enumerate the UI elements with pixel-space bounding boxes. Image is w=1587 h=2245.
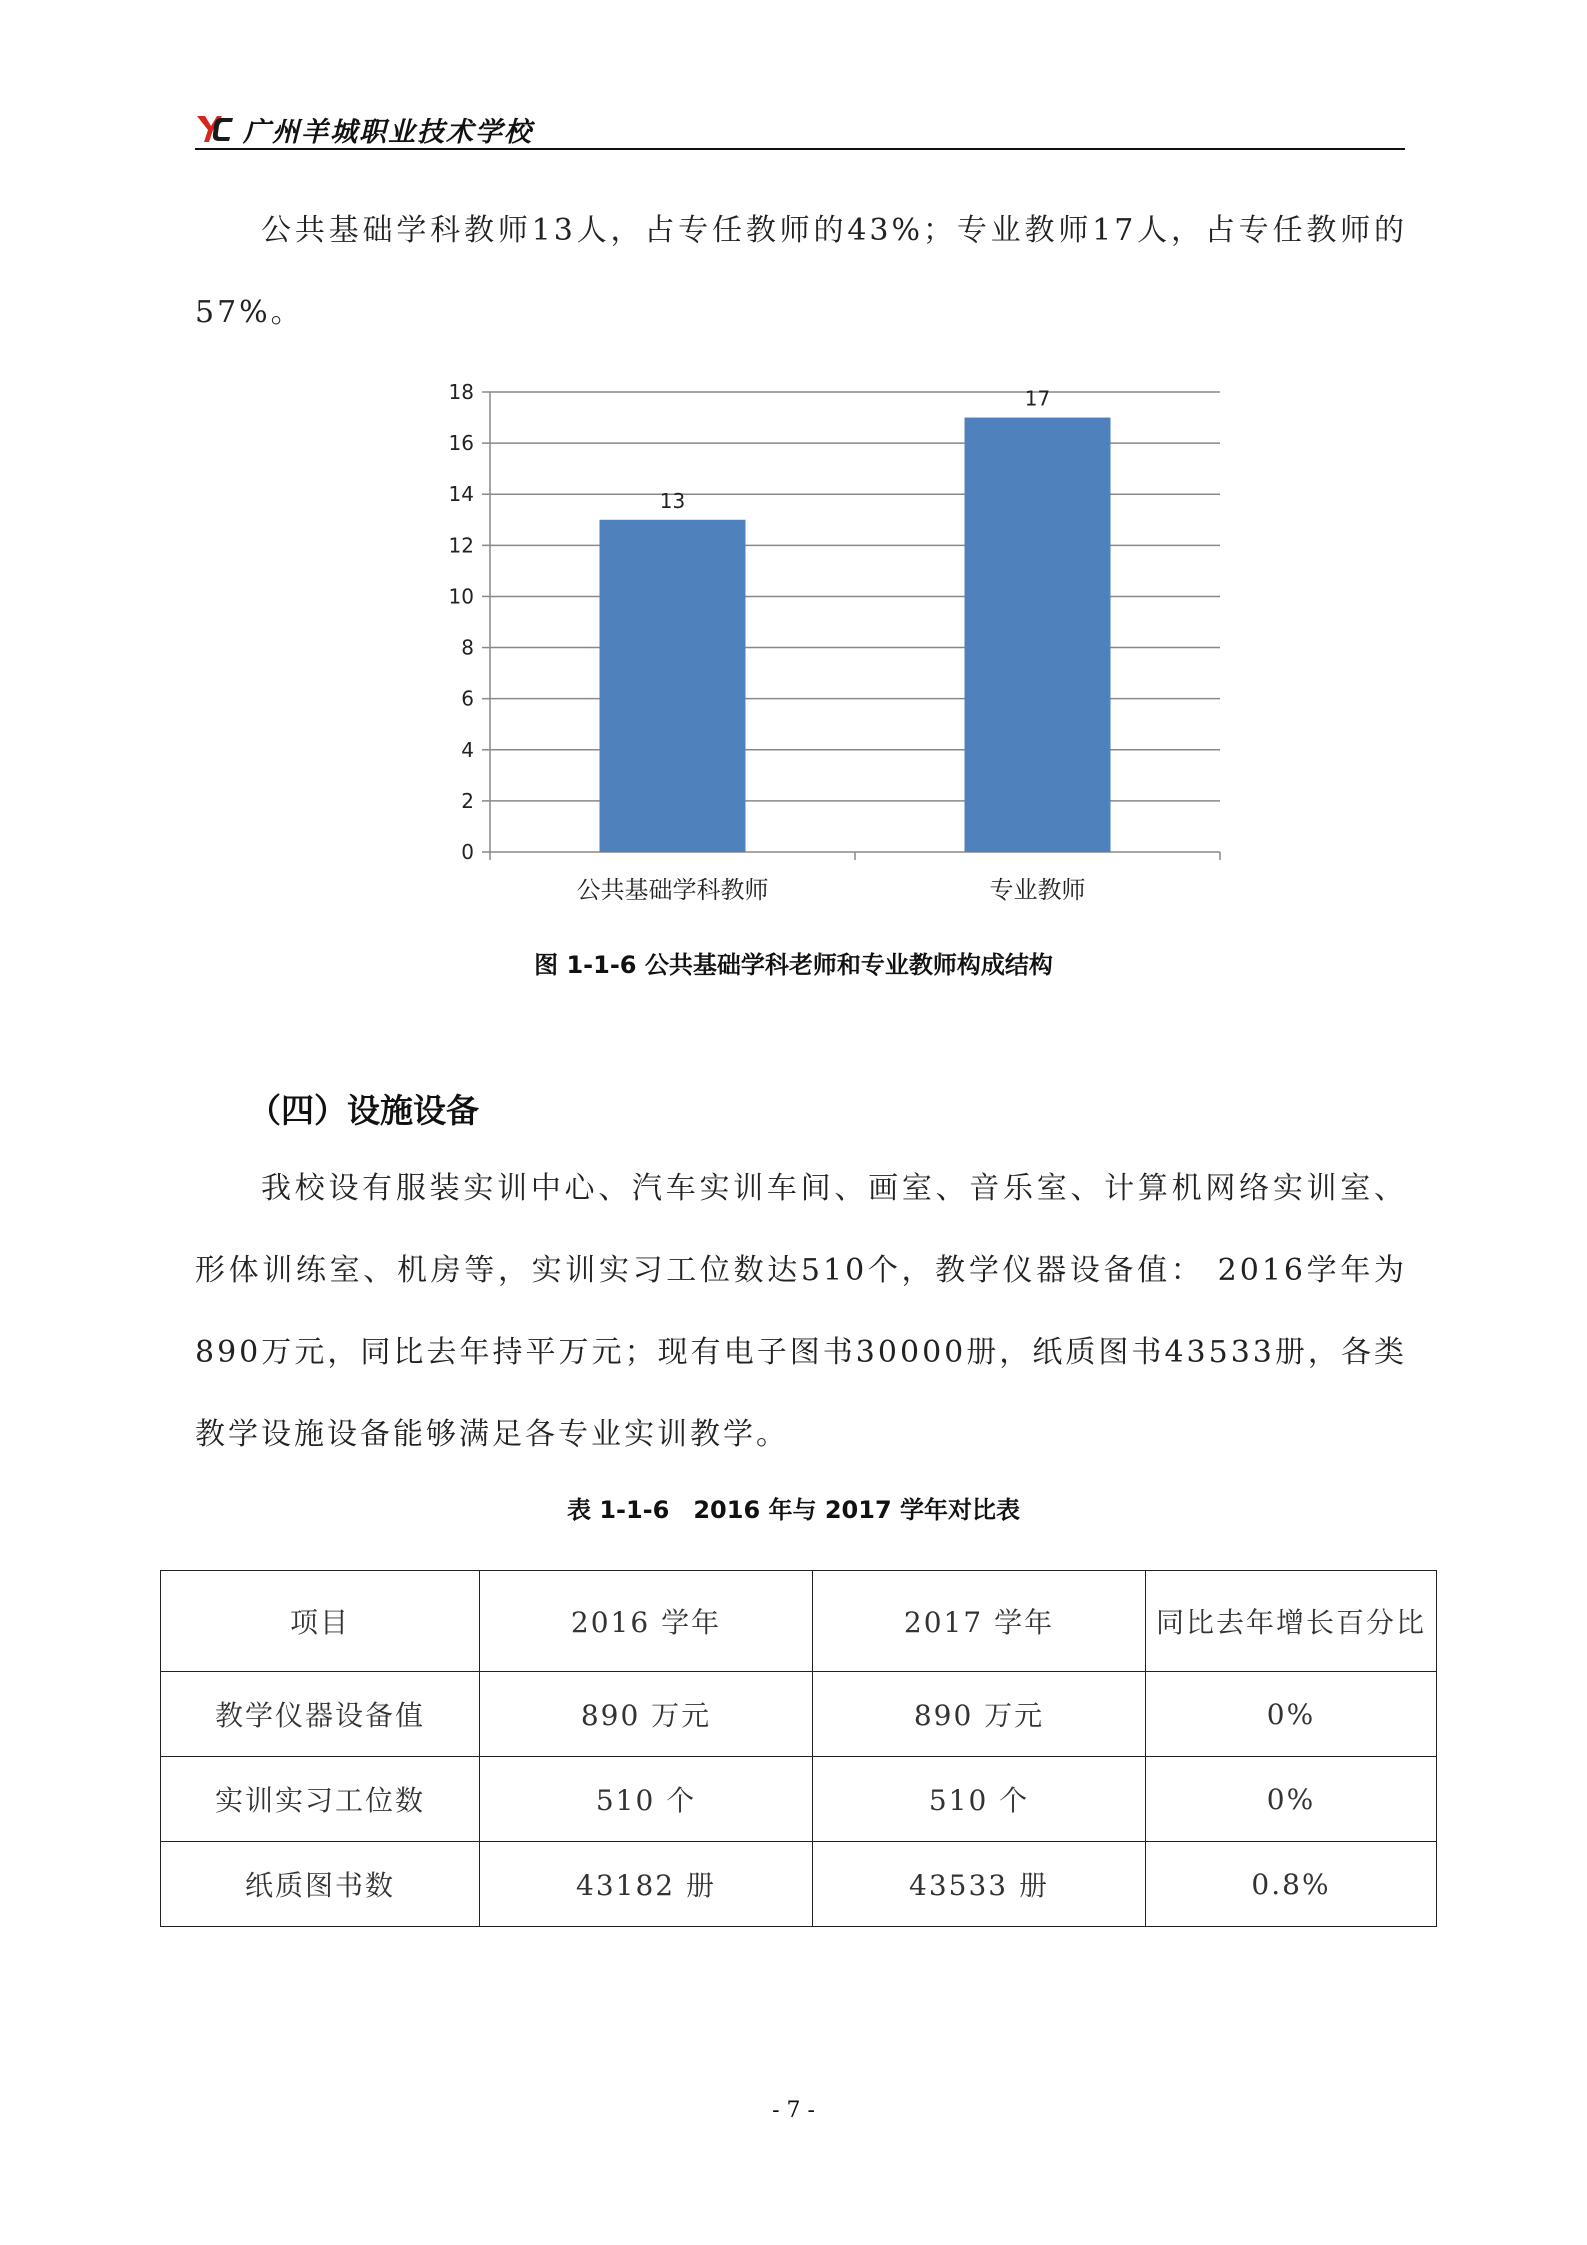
y-tick-label: 18 [448,380,474,404]
chart-bar [600,520,746,852]
section-heading: （四）设施设备 [248,1091,479,1130]
table-header-cell: 2017 学年 [813,1571,1146,1672]
table-cell: 0.8% [1146,1842,1437,1927]
table-row [161,1672,1437,1757]
table-header-cell: 同比去年增长百分比 [1146,1571,1437,1672]
paragraph-facilities: 我校设有服装实训中心、汽车实训车间、画室、音乐室、计算机网络实训室、形体训练室、机房等，实训实习工位数达510个，教学仪器设备值： 2016学年为890万元，同比去年持平万元；现有电子图书30000册，纸质图书43533册，各类教学设施设备能够满足各专业实训教学。 [195,1171,1407,1452]
table-header-cell: 2016 学年 [480,1571,813,1672]
paragraph-teacher-ratio: 公共基础学科教师13人，占专任教师的43%；专业教师17人，占专任教师的57%。 [195,213,1407,330]
y-tick-label: 10 [448,584,474,609]
bar-data-label: 17 [1024,386,1051,411]
y-tick-label: 16 [448,431,474,456]
logo-c-mark [213,118,233,141]
x-category-label: 专业教师 [989,876,1086,904]
comparison-table [160,1570,1437,1927]
school-name: 广州羊城职业技术学校 [243,117,533,148]
table-cell: 教学仪器设备值 [161,1672,480,1757]
table-row [161,1757,1437,1842]
chart-bars [600,418,1111,852]
table-header-row [161,1571,1437,1672]
y-tick-label: 12 [448,533,474,558]
table-cell: 43182 册 [480,1842,813,1927]
y-tick-label: 0 [461,840,474,864]
table-cell: 890 万元 [480,1672,813,1757]
table-header-cell: 项目 [161,1571,480,1672]
school-logo [195,112,235,144]
teacher-structure-chart [420,370,1240,920]
y-tick-label: 4 [461,737,474,762]
table-cell: 0% [1146,1757,1437,1842]
chart-bar [965,418,1111,852]
table-caption: 表 1-1-6 2016 年与 2017 学年对比表 [566,1496,1021,1524]
x-category-label: 公共基础学科教师 [576,876,769,904]
table-cell: 43533 册 [813,1842,1146,1927]
y-tick-label: 8 [461,635,474,660]
y-tick-label: 14 [448,482,474,507]
page-number: - 7 - [772,2098,815,2123]
table-cell: 0% [1146,1672,1437,1757]
y-tick-label: 2 [461,788,474,813]
page-header [195,108,1395,152]
table-cell: 510 个 [813,1757,1146,1842]
bar-data-label: 13 [659,488,686,513]
figure-caption: 图 1-1-6 公共基础学科老师和专业教师构成结构 [534,951,1053,979]
table-cell: 纸质图书数 [161,1842,480,1927]
table-cell: 510 个 [480,1757,813,1842]
header-rule [195,148,1405,150]
table-cell: 890 万元 [813,1672,1146,1757]
y-tick-label: 6 [461,686,474,711]
table-cell: 实训实习工位数 [161,1757,480,1842]
table-row [161,1842,1437,1927]
